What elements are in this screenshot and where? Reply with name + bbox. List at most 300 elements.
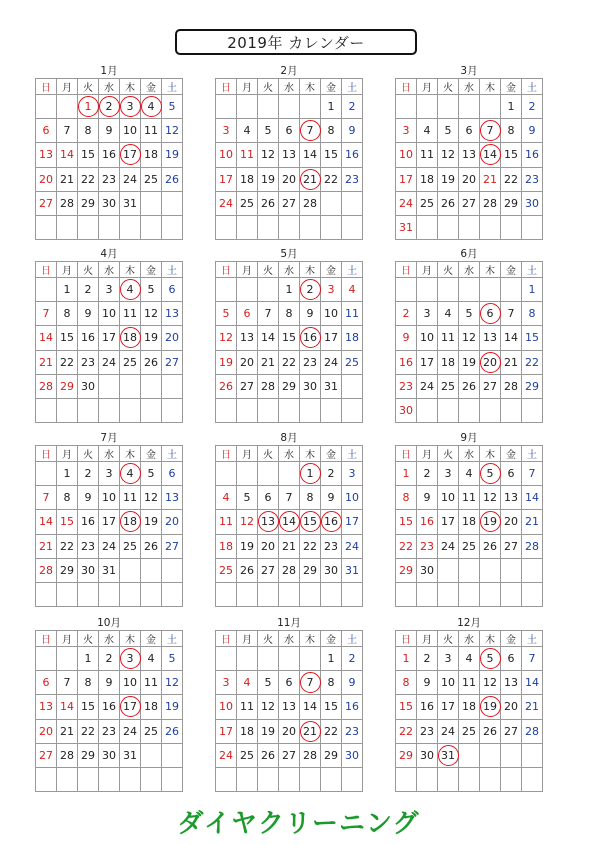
- day-cell: 19: [162, 143, 183, 167]
- day-cell: 12: [480, 486, 501, 510]
- day-cell: 11: [216, 510, 237, 534]
- day-cell: 29: [522, 374, 543, 398]
- month-title: 1月: [100, 65, 118, 77]
- day-cell: 28: [57, 191, 78, 215]
- empty-cell: [216, 647, 237, 671]
- day-cell: 3: [396, 119, 417, 143]
- day-cell: 12: [162, 671, 183, 695]
- weekday-header: 土: [162, 631, 183, 647]
- day-cell: 18: [141, 143, 162, 167]
- weekday-header: 日: [216, 79, 237, 95]
- day-cell: 4: [342, 278, 363, 302]
- day-cell: 20: [162, 326, 183, 350]
- weekday-header: 土: [162, 446, 183, 462]
- day-cell: 20: [36, 719, 57, 743]
- empty-cell: [237, 647, 258, 671]
- day-cell: 7: [57, 119, 78, 143]
- empty-cell: [501, 215, 522, 239]
- empty-cell: [36, 215, 57, 239]
- weekday-header: 火: [258, 79, 279, 95]
- month-calendar: [395, 64, 543, 240]
- day-cell: 18: [438, 350, 459, 374]
- day-cell: 21: [36, 534, 57, 558]
- empty-cell: [216, 398, 237, 422]
- empty-cell: [480, 743, 501, 767]
- day-cell: 28: [36, 374, 57, 398]
- empty-cell: [258, 647, 279, 671]
- empty-cell: [396, 95, 417, 119]
- month-calendar: [215, 247, 363, 423]
- day-cell: 8: [57, 302, 78, 326]
- weekday-header: 木: [300, 262, 321, 278]
- day-cell: 5: [258, 119, 279, 143]
- weekday-header: 水: [459, 446, 480, 462]
- day-cell: 5: [141, 462, 162, 486]
- day-cell: 1: [57, 278, 78, 302]
- day-cell: 1: [78, 95, 99, 119]
- empty-cell: [78, 582, 99, 606]
- day-cell: 8: [300, 486, 321, 510]
- day-cell: 12: [258, 695, 279, 719]
- weekday-header: 水: [99, 446, 120, 462]
- day-cell: 27: [501, 534, 522, 558]
- month-title: 3月: [460, 65, 478, 77]
- day-cell: 3: [99, 462, 120, 486]
- day-cell: 1: [279, 278, 300, 302]
- day-cell: 15: [396, 510, 417, 534]
- weekday-header: 水: [279, 262, 300, 278]
- weekday-header: 日: [216, 446, 237, 462]
- day-cell: 30: [417, 558, 438, 582]
- empty-cell: [120, 374, 141, 398]
- calendar-title: 2019年 カレンダー: [175, 29, 417, 55]
- weekday-header: 木: [300, 79, 321, 95]
- day-cell: 4: [120, 278, 141, 302]
- day-cell: 26: [162, 167, 183, 191]
- empty-cell: [480, 767, 501, 791]
- day-cell: 22: [57, 350, 78, 374]
- empty-cell: [279, 647, 300, 671]
- day-cell: 11: [237, 143, 258, 167]
- weekday-header: 木: [480, 631, 501, 647]
- day-cell: 4: [459, 462, 480, 486]
- day-cell: 29: [396, 558, 417, 582]
- day-cell: 2: [78, 462, 99, 486]
- day-cell: 18: [216, 534, 237, 558]
- day-cell: 27: [162, 534, 183, 558]
- empty-cell: [300, 582, 321, 606]
- empty-cell: [258, 462, 279, 486]
- day-cell: 10: [396, 143, 417, 167]
- day-cell: 9: [342, 119, 363, 143]
- day-cell: 20: [162, 510, 183, 534]
- day-cell: 1: [501, 95, 522, 119]
- day-cell: 22: [321, 167, 342, 191]
- empty-cell: [321, 215, 342, 239]
- weekday-header: 日: [36, 79, 57, 95]
- day-cell: 15: [279, 326, 300, 350]
- day-cell: 30: [321, 558, 342, 582]
- day-cell: 5: [480, 647, 501, 671]
- weekday-header: 水: [279, 631, 300, 647]
- month-calendar: [35, 64, 183, 240]
- weekday-header: 土: [522, 446, 543, 462]
- day-cell: 23: [78, 350, 99, 374]
- weekday-header: 水: [279, 446, 300, 462]
- empty-cell: [396, 767, 417, 791]
- day-cell: 28: [57, 743, 78, 767]
- weekday-header: 水: [99, 79, 120, 95]
- day-cell: 8: [522, 302, 543, 326]
- day-cell: 26: [237, 558, 258, 582]
- day-cell: 15: [78, 143, 99, 167]
- month-title: 12月: [457, 617, 481, 629]
- day-cell: 13: [480, 326, 501, 350]
- day-cell: 19: [216, 350, 237, 374]
- day-cell: 22: [501, 167, 522, 191]
- month-calendar: [35, 616, 183, 792]
- day-cell: 9: [417, 671, 438, 695]
- empty-cell: [120, 767, 141, 791]
- empty-cell: [57, 215, 78, 239]
- day-cell: 31: [120, 743, 141, 767]
- day-cell: 15: [57, 510, 78, 534]
- day-cell: 8: [78, 671, 99, 695]
- empty-cell: [342, 767, 363, 791]
- day-cell: 17: [120, 143, 141, 167]
- empty-cell: [438, 95, 459, 119]
- weekday-header: 日: [396, 631, 417, 647]
- empty-cell: [480, 582, 501, 606]
- weekday-header: 月: [57, 446, 78, 462]
- month-calendar: [215, 616, 363, 792]
- month-title: 11月: [277, 617, 301, 629]
- day-cell: 28: [36, 558, 57, 582]
- day-cell: 21: [258, 350, 279, 374]
- day-cell: 31: [321, 374, 342, 398]
- day-cell: 3: [216, 671, 237, 695]
- empty-cell: [78, 767, 99, 791]
- day-cell: 12: [459, 326, 480, 350]
- day-cell: 22: [57, 534, 78, 558]
- empty-cell: [162, 215, 183, 239]
- day-cell: 7: [279, 486, 300, 510]
- empty-cell: [501, 743, 522, 767]
- weekday-header: 火: [438, 446, 459, 462]
- day-cell: 21: [522, 695, 543, 719]
- day-cell: 19: [141, 326, 162, 350]
- empty-cell: [300, 647, 321, 671]
- month-calendar: [35, 247, 183, 423]
- weekday-header: 金: [321, 262, 342, 278]
- day-cell: 21: [57, 719, 78, 743]
- day-cell: 3: [321, 278, 342, 302]
- day-cell: 30: [78, 558, 99, 582]
- weekday-header: 水: [459, 262, 480, 278]
- month-calendar: [395, 431, 543, 607]
- empty-cell: [396, 582, 417, 606]
- weekday-header: 火: [258, 262, 279, 278]
- empty-cell: [237, 398, 258, 422]
- empty-cell: [300, 215, 321, 239]
- day-cell: 2: [99, 95, 120, 119]
- day-cell: 13: [36, 695, 57, 719]
- day-cell: 5: [438, 119, 459, 143]
- weekday-header: 金: [321, 446, 342, 462]
- weekday-header: 日: [36, 631, 57, 647]
- day-cell: 11: [342, 302, 363, 326]
- day-cell: 29: [321, 743, 342, 767]
- day-cell: 24: [321, 350, 342, 374]
- day-cell: 9: [417, 486, 438, 510]
- day-cell: 12: [258, 143, 279, 167]
- day-cell: 2: [417, 462, 438, 486]
- day-cell: 15: [396, 695, 417, 719]
- day-cell: 25: [120, 534, 141, 558]
- day-cell: 11: [120, 302, 141, 326]
- day-cell: 13: [279, 695, 300, 719]
- day-cell: 14: [522, 486, 543, 510]
- empty-cell: [438, 582, 459, 606]
- empty-cell: [141, 743, 162, 767]
- day-cell: 16: [417, 510, 438, 534]
- day-cell: 28: [300, 743, 321, 767]
- day-cell: 29: [501, 191, 522, 215]
- day-cell: 30: [522, 191, 543, 215]
- day-cell: 9: [321, 486, 342, 510]
- month-calendar: [215, 64, 363, 240]
- empty-cell: [438, 767, 459, 791]
- empty-cell: [342, 582, 363, 606]
- day-cell: 4: [120, 462, 141, 486]
- day-cell: 1: [321, 95, 342, 119]
- day-cell: 22: [300, 534, 321, 558]
- empty-cell: [279, 582, 300, 606]
- weekday-header: 火: [78, 631, 99, 647]
- weekday-header: 土: [342, 79, 363, 95]
- day-cell: 21: [300, 167, 321, 191]
- day-cell: 10: [216, 695, 237, 719]
- day-cell: 17: [417, 350, 438, 374]
- day-cell: 3: [216, 119, 237, 143]
- empty-cell: [36, 95, 57, 119]
- day-cell: 30: [99, 743, 120, 767]
- day-cell: 13: [162, 486, 183, 510]
- day-cell: 7: [522, 647, 543, 671]
- empty-cell: [459, 398, 480, 422]
- empty-cell: [141, 374, 162, 398]
- weekday-header: 月: [237, 79, 258, 95]
- empty-cell: [99, 767, 120, 791]
- empty-cell: [417, 95, 438, 119]
- day-cell: 11: [141, 671, 162, 695]
- empty-cell: [300, 398, 321, 422]
- weekday-header: 木: [120, 631, 141, 647]
- empty-cell: [237, 95, 258, 119]
- month-title: 5月: [280, 248, 298, 260]
- day-cell: 16: [522, 143, 543, 167]
- weekday-header: 月: [57, 631, 78, 647]
- day-cell: 4: [141, 647, 162, 671]
- day-cell: 19: [237, 534, 258, 558]
- day-cell: 19: [459, 350, 480, 374]
- day-cell: 27: [36, 191, 57, 215]
- day-cell: 25: [342, 350, 363, 374]
- weekday-header: 木: [480, 446, 501, 462]
- empty-cell: [120, 582, 141, 606]
- empty-cell: [57, 398, 78, 422]
- day-cell: 25: [141, 167, 162, 191]
- brand-footer: ダイヤクリーニング: [177, 809, 420, 839]
- day-cell: 13: [501, 486, 522, 510]
- empty-cell: [36, 767, 57, 791]
- day-cell: 29: [78, 743, 99, 767]
- month-calendar: [395, 247, 543, 423]
- day-cell: 6: [162, 278, 183, 302]
- day-cell: 17: [438, 695, 459, 719]
- day-cell: 14: [279, 510, 300, 534]
- day-cell: 20: [501, 695, 522, 719]
- weekday-header: 金: [501, 262, 522, 278]
- day-cell: 19: [480, 695, 501, 719]
- weekday-header: 火: [258, 446, 279, 462]
- day-cell: 30: [342, 743, 363, 767]
- month-title: 6月: [460, 248, 478, 260]
- day-cell: 10: [438, 486, 459, 510]
- weekday-header: 土: [162, 79, 183, 95]
- day-cell: 22: [396, 719, 417, 743]
- empty-cell: [120, 558, 141, 582]
- day-cell: 25: [237, 743, 258, 767]
- day-cell: 12: [162, 119, 183, 143]
- day-cell: 15: [321, 695, 342, 719]
- empty-cell: [258, 215, 279, 239]
- day-cell: 16: [396, 350, 417, 374]
- weekday-header: 日: [396, 446, 417, 462]
- day-cell: 24: [216, 191, 237, 215]
- weekday-header: 月: [57, 262, 78, 278]
- empty-cell: [417, 278, 438, 302]
- day-cell: 17: [342, 510, 363, 534]
- month-calendar: [35, 431, 183, 607]
- empty-cell: [459, 767, 480, 791]
- day-cell: 7: [57, 671, 78, 695]
- empty-cell: [438, 398, 459, 422]
- day-cell: 10: [120, 119, 141, 143]
- day-cell: 12: [438, 143, 459, 167]
- day-cell: 7: [36, 486, 57, 510]
- day-cell: 12: [216, 326, 237, 350]
- empty-cell: [237, 462, 258, 486]
- empty-cell: [237, 582, 258, 606]
- day-cell: 20: [237, 350, 258, 374]
- day-cell: 14: [501, 326, 522, 350]
- day-cell: 5: [480, 462, 501, 486]
- day-cell: 3: [342, 462, 363, 486]
- day-cell: 6: [36, 671, 57, 695]
- day-cell: 21: [501, 350, 522, 374]
- day-cell: 24: [120, 167, 141, 191]
- day-cell: 31: [342, 558, 363, 582]
- day-cell: 2: [300, 278, 321, 302]
- day-cell: 9: [342, 671, 363, 695]
- day-cell: 28: [522, 534, 543, 558]
- day-cell: 3: [417, 302, 438, 326]
- day-cell: 3: [438, 462, 459, 486]
- day-cell: 22: [279, 350, 300, 374]
- weekday-header: 土: [342, 631, 363, 647]
- weekday-header: 日: [396, 262, 417, 278]
- day-cell: 24: [342, 534, 363, 558]
- empty-cell: [279, 95, 300, 119]
- day-cell: 4: [216, 486, 237, 510]
- day-cell: 14: [258, 326, 279, 350]
- day-cell: 15: [57, 326, 78, 350]
- empty-cell: [258, 95, 279, 119]
- day-cell: 28: [501, 374, 522, 398]
- day-cell: 16: [99, 695, 120, 719]
- day-cell: 25: [141, 719, 162, 743]
- empty-cell: [417, 215, 438, 239]
- weekday-header: 金: [501, 631, 522, 647]
- month-title: 8月: [280, 432, 298, 444]
- day-cell: 11: [459, 671, 480, 695]
- day-cell: 5: [237, 486, 258, 510]
- day-cell: 10: [321, 302, 342, 326]
- day-cell: 11: [417, 143, 438, 167]
- weekday-header: 月: [417, 631, 438, 647]
- day-cell: 20: [258, 534, 279, 558]
- day-cell: 27: [279, 743, 300, 767]
- day-cell: 23: [417, 719, 438, 743]
- day-cell: 28: [300, 191, 321, 215]
- weekday-header: 金: [321, 631, 342, 647]
- month-title: 10月: [97, 617, 121, 629]
- day-cell: 25: [120, 350, 141, 374]
- empty-cell: [480, 278, 501, 302]
- weekday-header: 日: [216, 262, 237, 278]
- day-cell: 17: [216, 719, 237, 743]
- day-cell: 27: [459, 191, 480, 215]
- empty-cell: [300, 95, 321, 119]
- weekday-header: 金: [141, 262, 162, 278]
- day-cell: 27: [237, 374, 258, 398]
- day-cell: 4: [417, 119, 438, 143]
- day-cell: 30: [99, 191, 120, 215]
- day-cell: 16: [99, 143, 120, 167]
- day-cell: 26: [459, 374, 480, 398]
- day-cell: 1: [78, 647, 99, 671]
- day-cell: 26: [141, 350, 162, 374]
- day-cell: 18: [342, 326, 363, 350]
- day-cell: 20: [459, 167, 480, 191]
- day-cell: 27: [258, 558, 279, 582]
- empty-cell: [396, 278, 417, 302]
- day-cell: 16: [321, 510, 342, 534]
- day-cell: 11: [141, 119, 162, 143]
- day-cell: 20: [279, 167, 300, 191]
- day-cell: 7: [36, 302, 57, 326]
- empty-cell: [216, 278, 237, 302]
- day-cell: 3: [438, 647, 459, 671]
- day-cell: 18: [141, 695, 162, 719]
- day-cell: 11: [459, 486, 480, 510]
- day-cell: 18: [417, 167, 438, 191]
- day-cell: 8: [396, 671, 417, 695]
- day-cell: 13: [162, 302, 183, 326]
- empty-cell: [57, 582, 78, 606]
- day-cell: 5: [459, 302, 480, 326]
